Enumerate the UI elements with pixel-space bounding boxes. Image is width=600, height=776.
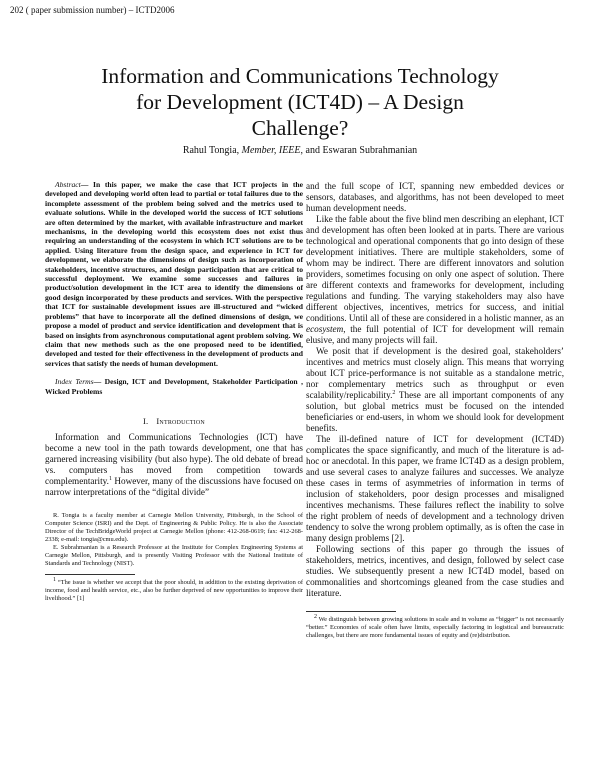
body-paragraph-3-a: We posit that if development is the desired goal, stakeholders’ incentives and metrics must closely align. This means that worrying about ICT price-performance is not suitable as a standalone metric, nor complementary metrics such as throughput or even scalability/replicability. [306,346,564,400]
abstract-lead: Abstract [55,180,81,189]
footnote-author-2: E. Subrahmanian is a Research Professor at the Institute for Complex Engineering Systems at Carnegie Mellon, Pittsburgh, and is presently Visiting Professor with the National Institute of Standards and Technology (NIST). [45,543,303,567]
footnote-2-mark: 2 [314,613,317,620]
author-1: Rahul Tongia, [182,145,242,156]
index-terms-lead: Index Terms [55,377,94,387]
title-line-2: for Development (ICT4D) – A Design [136,90,464,114]
section-number: I. [143,415,149,426]
index-terms [45,377,303,396]
footnote-ref-2: 2 [392,389,396,396]
footnote-2-text: We distinguish between growing solutions in scale and in volume as “bigger” is not necessarily “better.” Economies of scale often have limits, especially factoring in logistical and bureaucratic challenges, but there are more fundamental issues of equity and (re)distribution. [306,616,564,639]
paper-title [40,63,560,141]
footnotes-left [45,512,303,603]
footnote-ref-1: 1 [108,475,112,482]
index-terms-text: — Design, ICT and Development, Stakeholder Participation , Wicked Problems [45,377,303,396]
body-paragraph-3 [306,346,564,434]
intro-text-b: However, many of the discussions have focused on narrow interpretations of the “digital divide” [45,475,303,497]
body-paragraph-3-b: These are all important components of any solution, but global metrics must be focused on the intended beneficiaries or end-users, in whom we should look for development benefits. [306,390,564,433]
intro-paragraph [45,432,303,498]
footnote-2 [306,613,564,640]
footnote-1-text: “The issue is whether we accept that the poor should, in addition to the existing deprivation of income, food and health service, etc., also be further deprived of new opportunities to improve their livelihood.” [1] [45,578,303,602]
left-column [45,180,303,603]
body-paragraph-2-b: , the full potential of ICT for development will remain elusive, and many projects will fail. [306,324,564,345]
body-paragraph-5: Following sections of this paper go through the issues of stakeholders, metrics, incentives, and design, followed by select case studies. We subsequently present a new ICT4D model, based on commonalities and shortcomings gleaned from the case studies and literature. [306,544,564,598]
footnote-divider-right [306,611,396,612]
title-line-3: Challenge? [251,116,349,140]
author-line [40,145,560,157]
intro-text-a: Information and Communications Technologies (ICT) have become a new tool in the path towards development, one that has garnered increasing visibility (but also hype). The old debate of bread vs. computers has moved from competition towards complementarity. [45,431,303,486]
running-header: 202 ( paper submission number) – ICTD2006 [10,5,175,15]
body-paragraph-1: and the full scope of ICT, spanning new embedded devices or sensors, databases, and algorithms, has not been developed to meet human development needs. [306,181,564,213]
abstract-text: — In this paper, we make the case that ICT projects in the developed and developing world often lead to partial or total failures due to the incomplete assessment of the problem being solved and the metrics used to evaluate solutions. While in the developed world the success of ICT solutions are often determined by the market, with available infrastructure and market mechanisms, in the developing world this ecosystem does not exist thus requiring an understanding of the ecosystem in which ICT solutions are to be applied. Using literature from the design space, and experience in ICT for development, we elaborate the dimensions of design such as incorporation of stakeholders, incentive structures, and design participation that are critical to successful deployment. We examine some successes and failures in product/solution development in the ICT area to identify the dimensions of good design incorporated by these products and services. With the perspective that ICT for sustainable development issues are ill-structured and “wicked problems” that have to incorporate all the defined dimensions of design, we propose a model of product and service identification and development that is based on insights from asynchronous computational agent problem solving. We claim that new methods such as the one proposed need to be identified, developed and tested for their effectiveness in the development of products and services that satisfy the needs of human development. [45,180,303,368]
body-paragraph-2-a: Like the fable about the five blind men describing an elephant, ICT and development has often been looked at in parts. There are various technological and operational components that go into design of these development initiatives. There are multiple stakeholders, some of whom may be indirect. There are different innovators and solution providers, sometimes focusing on only one aspect of solution. There are different contexts and frameworks for development, including regulations and funding. The varying stakeholders may also have different objectives, incentives, metrics for success, and initial conditions. Until all of these are considered in a holistic manner, as an [306,214,564,323]
footnotes-right [306,611,564,640]
body-paragraph-2 [306,214,564,346]
section-heading-introduction [45,416,303,426]
right-column [306,181,564,640]
section-title: Introduction [156,415,205,426]
title-line-1: Information and Communications Technology [101,64,499,88]
body-paragraph-4: The ill-defined nature of ICT for development (ICT4D) complicates the space significantly, and much of the literature is ad-hoc or anecdotal. In this paper, we frame ICT4D as a design problem, and use several cases to analyze failures and successes. We analyze these cases in terms of asymmetries of information in terms of inclusion of stakeholders, poor design processes and misaligned incentives mechanisms. These failures reflect the inability to solve the right problem of needs of development and a technology driven tendency to solve the wrong problem optimally, as is often the case in many design problems [2]. [306,434,564,543]
footnote-1 [45,576,303,603]
author-1-role: Member, IEEE [241,145,301,156]
footnote-divider [45,574,135,575]
ecosystem-emphasis: ecosystem [306,324,344,334]
footnote-1-mark: 1 [53,576,56,583]
footnote-author-1: R. Tongia is a faculty member at Carnegie Mellon University, Pittsburgh, in the School of Computer Science (ISRI) and the Dept. of Engineering & Public Policy. He is also the Associate Director of the TechBridgeWorld project at Carnegie Mellon (phone: 412-268-0619; fax: 412-268-2338; e-mail: tongia@cmu.edu). [45,511,303,543]
abstract [45,180,303,368]
author-2: , and Eswaran Subrahmanian [300,145,418,156]
